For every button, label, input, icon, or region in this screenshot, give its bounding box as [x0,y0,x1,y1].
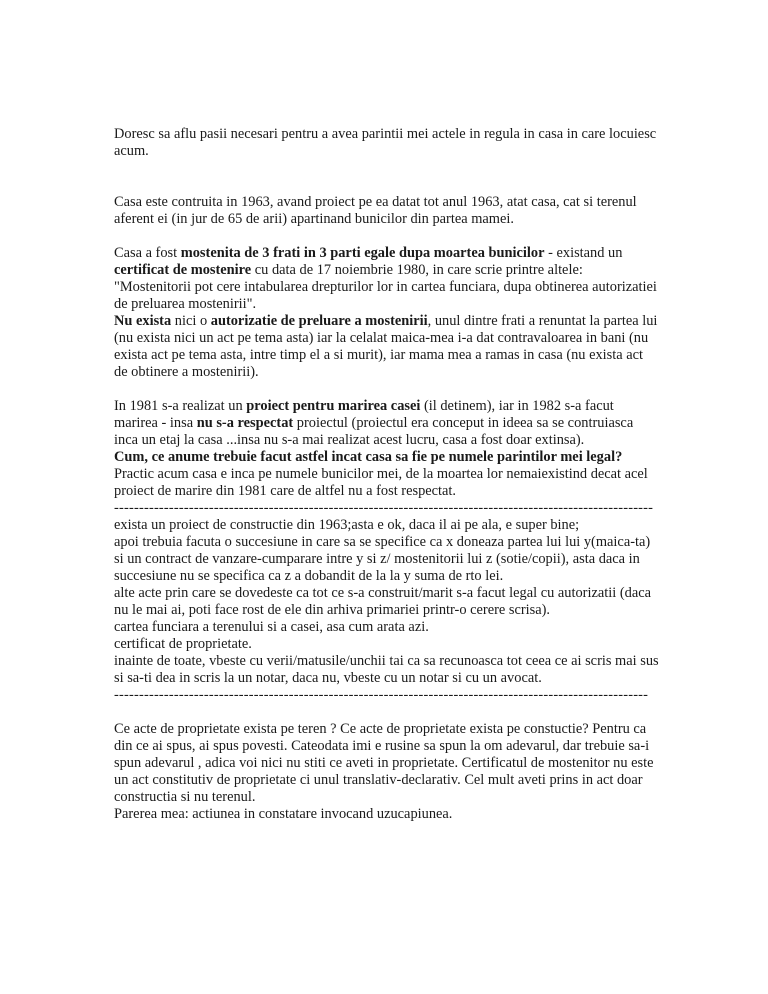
reply-line: cartea funciara a terenului si a casei, asa cum arata azi. [114,619,429,635]
spacer [114,704,659,721]
inheritance-paragraph [114,245,659,381]
reply-line: alte acte prin care se dovedeste ca tot ce s-a construit/marit s-a facut legal cu autorizatii (daca nu le mai ai, poti face rost de ele din arhiva primariei printr-o cerere scrisa). [114,585,651,618]
question-bold: Cum, ce anume trebuie facut astfel incat casa sa fie pe numele parintilor mei legal? [114,449,623,465]
text-run: nici o [171,313,211,329]
reply-line: certificat de proprietate. [114,636,252,652]
reply-line: inainte de toate, vbeste cu verii/matusile/unchii tai ca sa recunoasca tot ceea ce ai scris mai sus si sa-ti dea in scris la un notar, daca nu, vbeste cu un notar si cu un avocat. [114,653,659,686]
bold-run: nu s-a respectat [196,415,294,431]
answer-paragraph: Ce acte de proprietate exista pe teren ? Ce acte de proprietate exista pe constuctie? Pentru ca din ce ai spus, ai spus povesti. Cateodata imi e rusine sa spun la om adevarul, dar trebuie sa-i spun adevarul , adica voi nici nu stiti ce aveti in proprietate. Certificatul de mostenitor nu este un act constitutiv de proprietate ci unul translativ-declarativ. Cel mult aveti prins in act doar constructia si nu terenul. [114,721,654,805]
text-run: cu data de 17 noiembrie 1980, in care scrie printre altele: "Mostenitorii pot cere intabularea drepturilor lor in cartea funciara, dupa obtinerea autorizatiei de preluarea mostenirii". [114,262,657,312]
text-run: In 1981 s-a realizat un [114,398,247,414]
dashed-divider: ----------------------------------------------------------------------------------------------------------- [114,687,649,703]
bold-run: Nu exista [114,313,172,329]
bold-run: mostenita de 3 frati in 3 parti egale dupa moartea bunicilor [180,245,545,261]
intro-paragraph: Doresc sa aflu pasii necesari pentru a avea parintii mei actele in regula in casa in care locuiesc acum. [114,126,657,159]
text-run: proiectul (proiectul era conceput in ideea sa se contruiasca inca un etaj la casa ...insa nu s-a mai realizat acest lucru, casa a fost doar extinsa). [114,415,634,448]
dashed-divider: ------------------------------------------------------------------------------------------------------------ [114,500,654,516]
reply-line: apoi trebuia facuta o succesiune in care sa se specifice ca x doneaza partea lui lui y(maica-ta) si un contract de vanzare-cumparare intre y si z/ mostenitorii lui z (sotie/copii), asta daca in succesiune nu se specifica ca z a dobandit de la la y suma de rto lei. [114,534,651,584]
bold-run: certificat de mostenire [114,262,252,278]
text-run: Practic acum casa e inca pe numele bunicilor mei, de la moartea lor nemaiexistind decat acel proiect de marire din 1981 care de altfel nu a fost respectat. [114,466,648,499]
spacer [114,381,659,398]
text-run: , unul dintre frati a renuntat la partea lui (nu exista nici un act pe tema asta) iar la celalat maica-mea i-a dat contravaloarea in bani (nu exista act pe tema asta, intre timp el a si murit), iar mama mea a ramas in casa (nu exista act de obtinere a mostenirii). [114,313,658,380]
document-page [114,126,659,823]
spacer [114,160,659,194]
text-run: (il detinem), iar in 1982 s-a facut marirea - insa [114,398,614,431]
text-run: - existand un [544,245,623,261]
house-history-paragraph: Casa este contruita in 1963, avand proiect pe ea datat tot anul 1963, atat casa, cat si terenul aferent ei (in jur de 65 de arii) apartinand bunicilor din partea mamei. [114,194,637,227]
extension-paragraph [114,398,659,500]
text-run: Casa a fost [114,245,181,261]
reply-line: exista un proiect de constructie din 1963;asta e ok, daca il ai pe ala, e super bine; [114,517,580,533]
bold-run: autorizatie de preluare a mostenirii [210,313,428,329]
opinion-line: Parerea mea: actiunea in constatare invocand uzucapiunea. [114,806,453,822]
spacer [114,228,659,245]
bold-run: proiect pentru marirea casei [246,398,421,414]
